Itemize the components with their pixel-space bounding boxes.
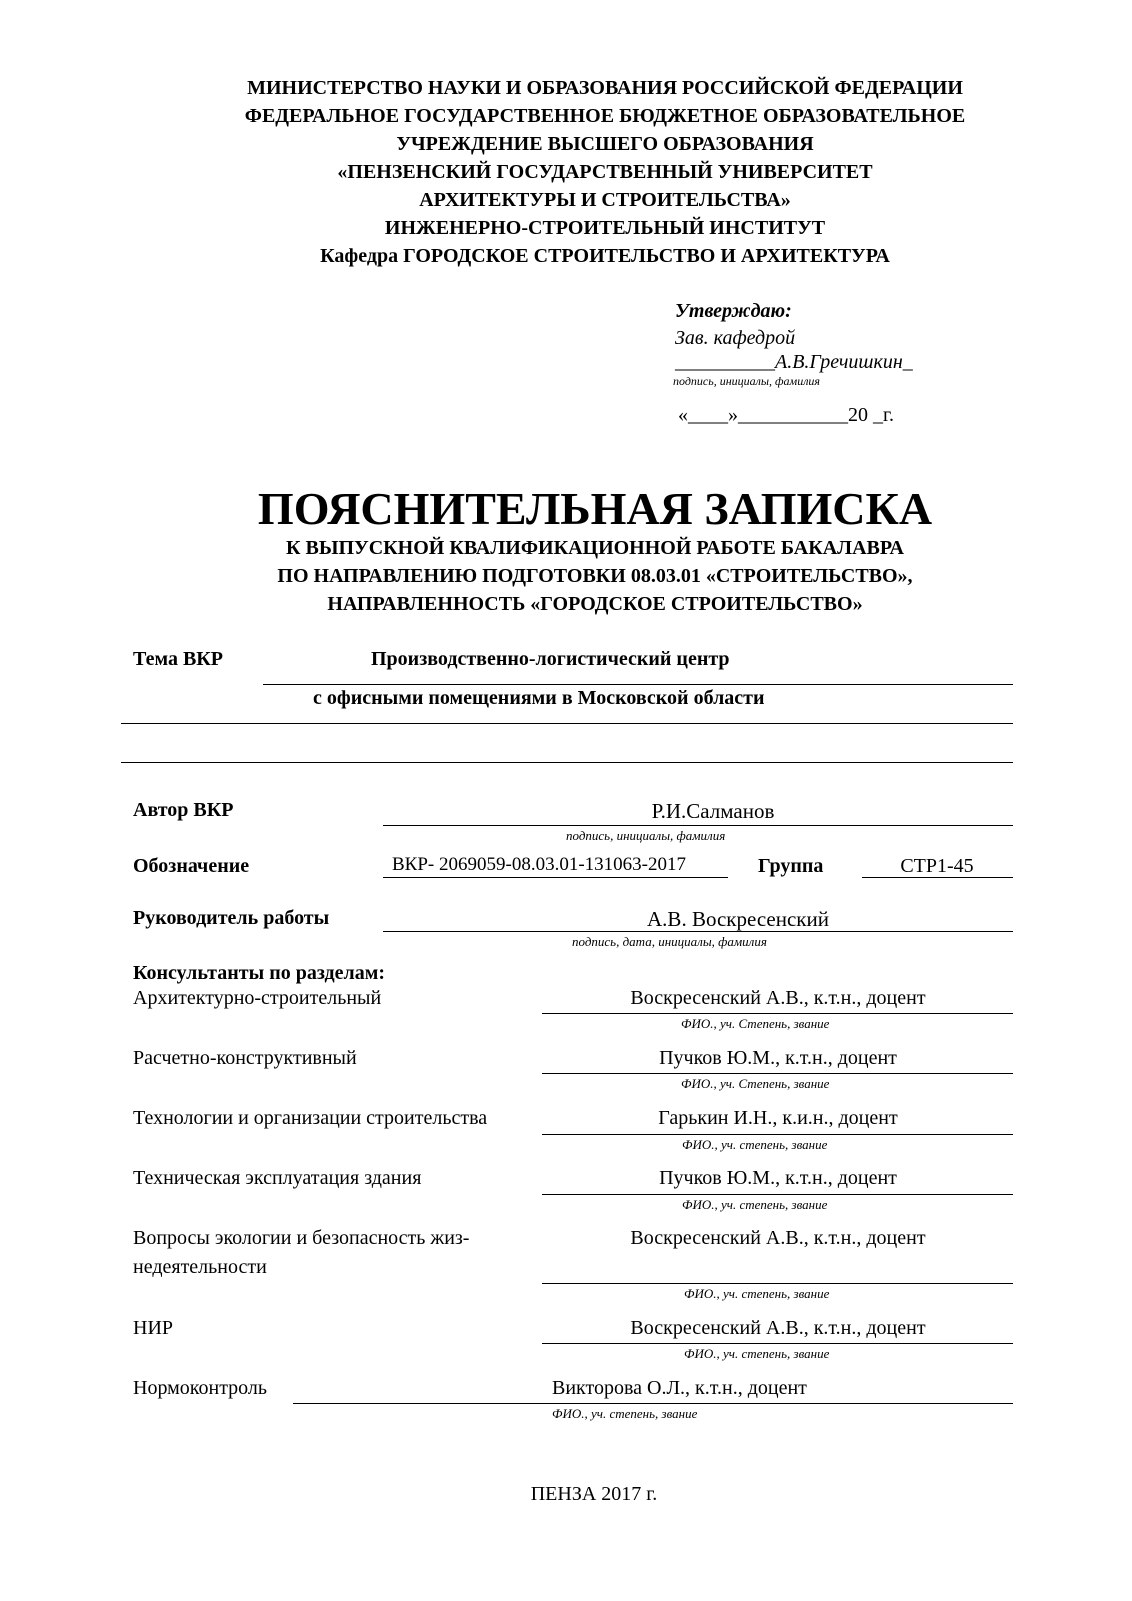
consultant-person-architecture: Воскресенский А.В., к.т.н., доцент (630, 987, 926, 1009)
consultant-underline-ecology (542, 1283, 1013, 1284)
author-name: Р.И.Салманов (651, 799, 775, 823)
header-line-university-cont: АРХИТЕКТУРЫ И СТРОИТЕЛЬСТВА» (419, 189, 791, 211)
consultant-underline-maintenance (542, 1194, 1013, 1195)
approval-signature-caption: подпись, инициалы, фамилия (673, 374, 820, 388)
group-label: Группа (758, 855, 824, 877)
consultant-section-ecology-cont: недеятельности (133, 1256, 267, 1278)
title-sub-3: НАПРАВЛЕННОСТЬ «ГОРОДСКОЕ СТРОИТЕЛЬСТВО» (327, 593, 863, 615)
consultant-person-structural: Пучков Ю.М., к.т.н., доцент (659, 1047, 897, 1069)
normcontrol-label: Нормоконтроль (133, 1377, 268, 1399)
group-value: СТР1-45 (900, 855, 974, 877)
designation-label: Обозначение (133, 855, 250, 877)
consultant-caption-architecture: ФИО., уч. Степень, звание (681, 1016, 830, 1031)
supervisor-name: А.В. Воскресенский (647, 907, 829, 931)
supervisor-caption: подпись, дата, инициалы, фамилия (572, 934, 767, 949)
consultant-caption-technology: ФИО., уч. степень, звание (682, 1137, 828, 1152)
header-line-institution-type: УЧРЕЖДЕНИЕ ВЫСШЕГО ОБРАЗОВАНИЯ (396, 133, 814, 155)
approval-heading: Утверждаю: (675, 300, 792, 322)
consultant-caption-structural: ФИО., уч. Степень, звание (681, 1076, 830, 1091)
header-line-institute: ИНЖЕНЕРНО-СТРОИТЕЛЬНЫЙ ИНСТИТУТ (384, 217, 826, 239)
approval-date-line: «____»___________20 _г. (678, 404, 894, 426)
header-line-university: «ПЕНЗЕНСКИЙ ГОСУДАРСТВЕННЫЙ УНИВЕРСИТЕТ (337, 161, 873, 183)
author-label: Автор ВКР (133, 799, 234, 821)
footer-city-year: ПЕНЗА 2017 г. (530, 1483, 658, 1505)
normcontrol-caption: ФИО., уч. степень, звание (552, 1406, 698, 1421)
consultant-underline-research (542, 1343, 1013, 1344)
consultant-section-research: НИР (133, 1317, 174, 1339)
group-underline (862, 877, 1013, 878)
header-line-federal: ФЕДЕРАЛЬНОЕ ГОСУДАРСТВЕННОЕ БЮДЖЕТНОЕ ОБРАЗОВАТЕЛЬНОЕ (244, 105, 966, 127)
topic-underline-2 (121, 723, 1013, 724)
approval-signature-line: __________А.В.Гречишкин_ (675, 351, 913, 373)
topic-label: Тема ВКР (133, 648, 223, 670)
consultant-section-structural: Расчетно-конструктивный (133, 1047, 357, 1069)
consultant-section-ecology: Вопросы экологии и безопасность жиз- (133, 1227, 470, 1249)
supervisor-underline (383, 931, 1013, 932)
header-line-ministry: МИНИСТЕРСТВО НАУКИ И ОБРАЗОВАНИЯ РОССИЙСКОЙ ФЕДЕРАЦИИ (247, 77, 963, 99)
title-sub-1: К ВЫПУСКНОЙ КВАЛИФИКАЦИОННОЙ РАБОТЕ БАКАЛАВРА (286, 537, 904, 559)
consultant-caption-research: ФИО., уч. степень, звание (684, 1346, 830, 1361)
designation-value: ВКР- 2069059-08.03.01-131063-2017 (392, 854, 686, 875)
consultant-person-technology: Гарькин И.Н., к.и.н., доцент (658, 1107, 898, 1129)
consultant-caption-maintenance: ФИО., уч. степень, звание (682, 1197, 828, 1212)
consultant-section-architecture: Архитектурно-строительный (133, 987, 382, 1009)
designation-underline (383, 877, 728, 878)
consultant-caption-ecology: ФИО., уч. степень, звание (684, 1286, 830, 1301)
normcontrol-person: Викторова О.Л., к.т.н., доцент (552, 1377, 807, 1399)
consultant-person-research: Воскресенский А.В., к.т.н., доцент (630, 1317, 926, 1339)
title-sub-2: ПО НАПРАВЛЕНИЮ ПОДГОТОВКИ 08.03.01 «СТРОИТЕЛЬСТВО», (277, 565, 913, 587)
header-line-department: Кафедра ГОРОДСКОЕ СТРОИТЕЛЬСТВО И АРХИТЕКТУРА (320, 245, 890, 267)
consultant-section-technology: Технологии и организации строительства (133, 1107, 488, 1129)
author-underline (383, 825, 1013, 826)
consultant-person-maintenance: Пучков Ю.М., к.т.н., доцент (659, 1167, 897, 1189)
topic-underline-1 (263, 684, 1013, 685)
consultant-section-maintenance: Техническая эксплуатация здания (133, 1167, 422, 1189)
normcontrol-underline (293, 1403, 1013, 1404)
document-title: ПОЯСНИТЕЛЬНАЯ ЗАПИСКА (257, 483, 933, 534)
topic-line-2: с офисными помещениями в Московской области (313, 687, 765, 709)
consultant-person-ecology: Воскресенский А.В., к.т.н., доцент (630, 1227, 926, 1249)
topic-underline-3 (121, 762, 1013, 763)
consultant-underline-technology (542, 1134, 1013, 1135)
supervisor-label: Руководитель работы (133, 907, 330, 929)
approval-position: Зав. кафедрой (675, 327, 796, 349)
topic-line-1: Производственно-логистический центр (371, 648, 730, 670)
consultants-heading: Консультанты по разделам: (133, 962, 386, 984)
author-caption: подпись, инициалы, фамилия (566, 828, 726, 843)
consultant-underline-architecture (542, 1013, 1013, 1014)
consultant-underline-structural (542, 1073, 1013, 1074)
